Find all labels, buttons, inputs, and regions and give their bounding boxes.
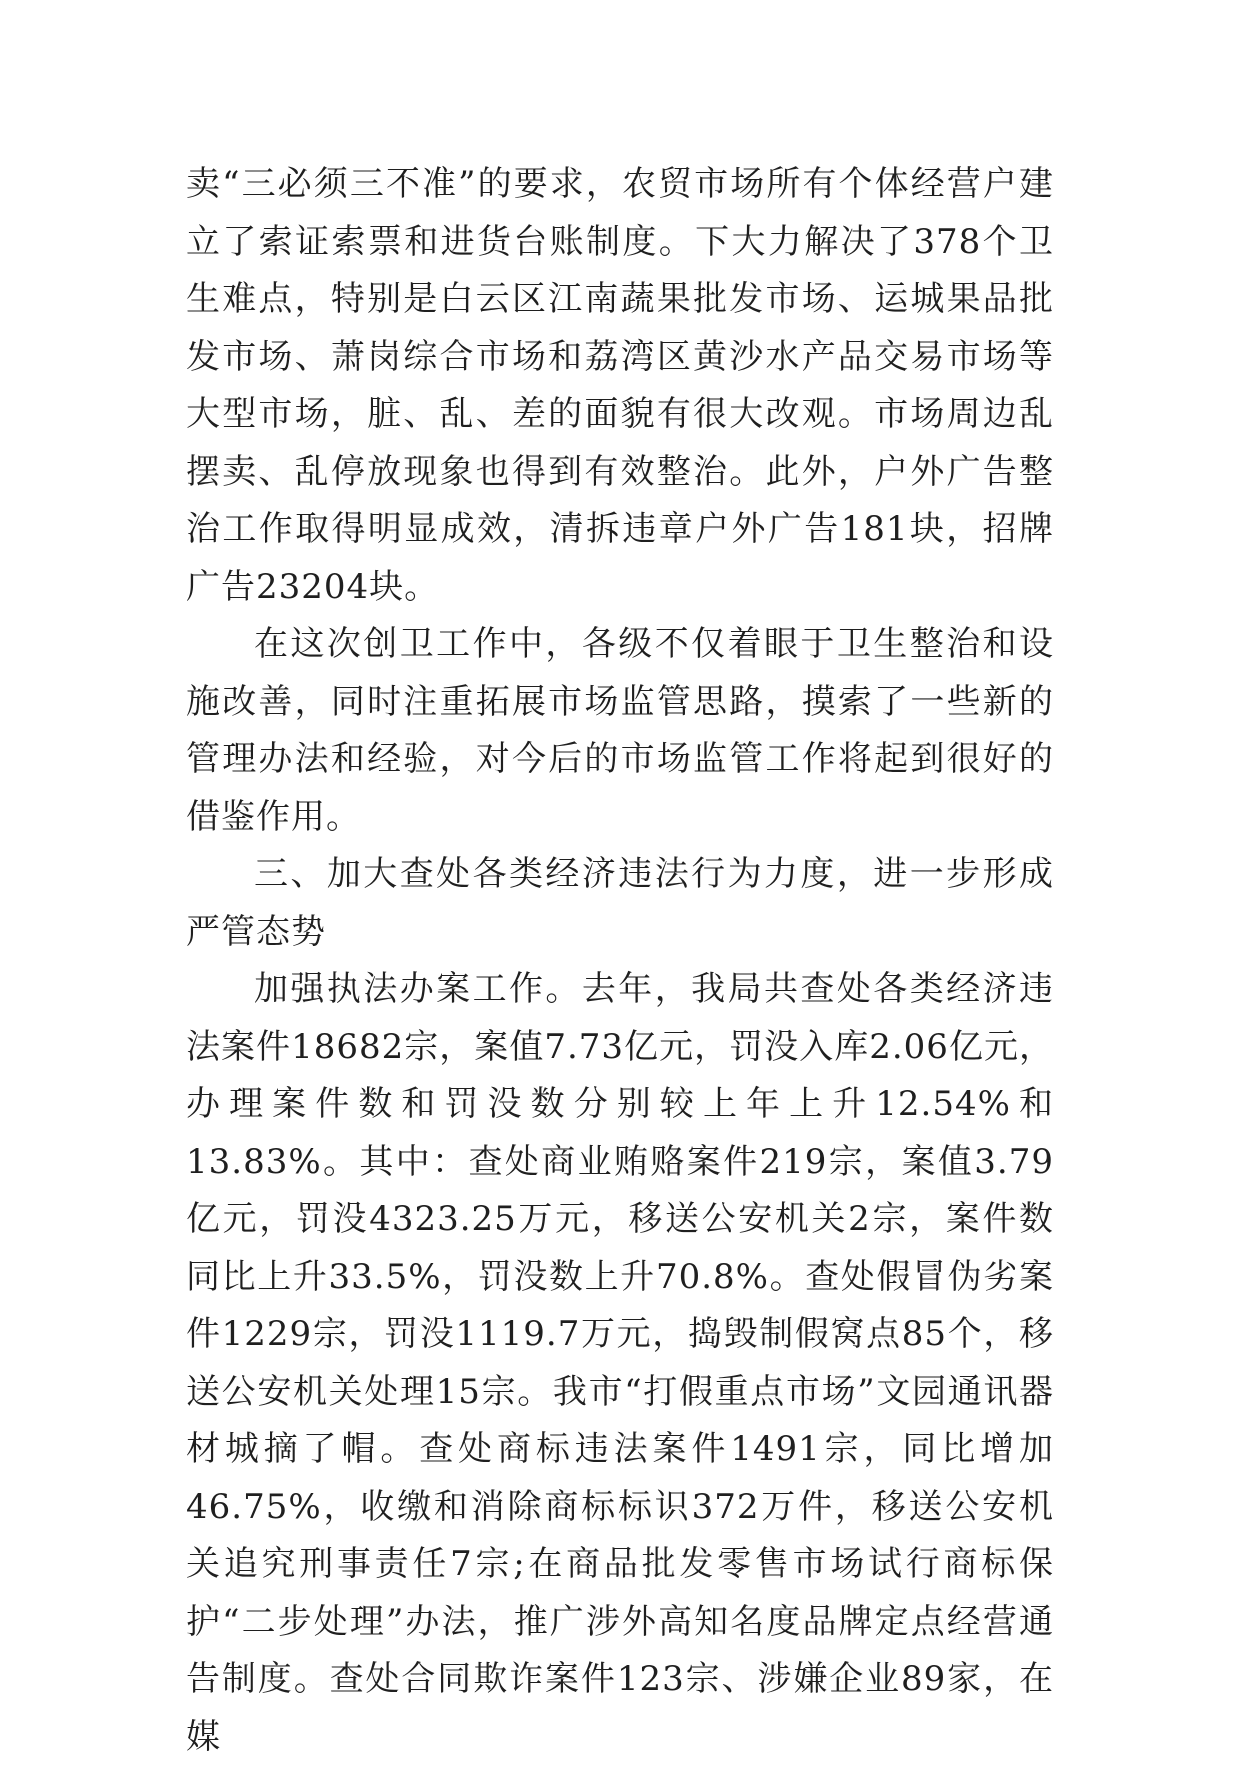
paragraph-summary: 在这次创卫工作中，各级不仅着眼于卫生整治和设施改善，同时注重拓展市场监管思路，摸索了一些新的管理办法和经验，对今后的市场监管工作将起到很好的借鉴作用。 [186, 624, 1054, 837]
document-body [186, 156, 1054, 1766]
section-heading: 三、加大查处各类经济违法行为力度，进一步形成严管态势 [186, 854, 1054, 952]
paragraph-enforcement: 加强执法办案工作。去年，我局共查处各类经济违法案件18682宗，案值7.73亿元，罚没入库2.06亿元，办理案件数和罚没数分别较上年上升12.54%和13.83%。其中：查处商业贿赂案件219宗，案值3.79亿元，罚没4323.25万元，移送公安机关2宗，案件数同比上升33.5%，罚没数上升70.8%。查处假冒伪劣案件1229宗，罚没1119.7万元，捣毁制假窝点85个，移送公安机关处理15宗。我市“打假重点市场”文园通讯器材城摘了帽。查处商标违法案件1491宗，同比增加46.75%，收缴和消除商标标识372万件，移送公安机关追究刑事责任7宗;在商品批发零售市场试行商标保护“二步处理”办法，推广涉外高知名度品牌定点经营通告制度。查处合同欺诈案件123宗、涉嫌企业89家，在媒 [186, 969, 1054, 1757]
paragraph-continuation: 卖“三必须三不准”的要求，农贸市场所有个体经营户建立了索证索票和进货台账制度。下大力解决了378个卫生难点，特别是白云区江南蔬果批发市场、运城果品批发市场、萧岗综合市场和荔湾区黄沙水产品交易市场等大型市场，脏、乱、差的面貌有很大改观。市场周边乱摆卖、乱停放现象也得到有效整治。此外，户外广告整治工作取得明显成效，清拆违章户外广告181块，招牌广告23204块。 [186, 164, 1054, 607]
